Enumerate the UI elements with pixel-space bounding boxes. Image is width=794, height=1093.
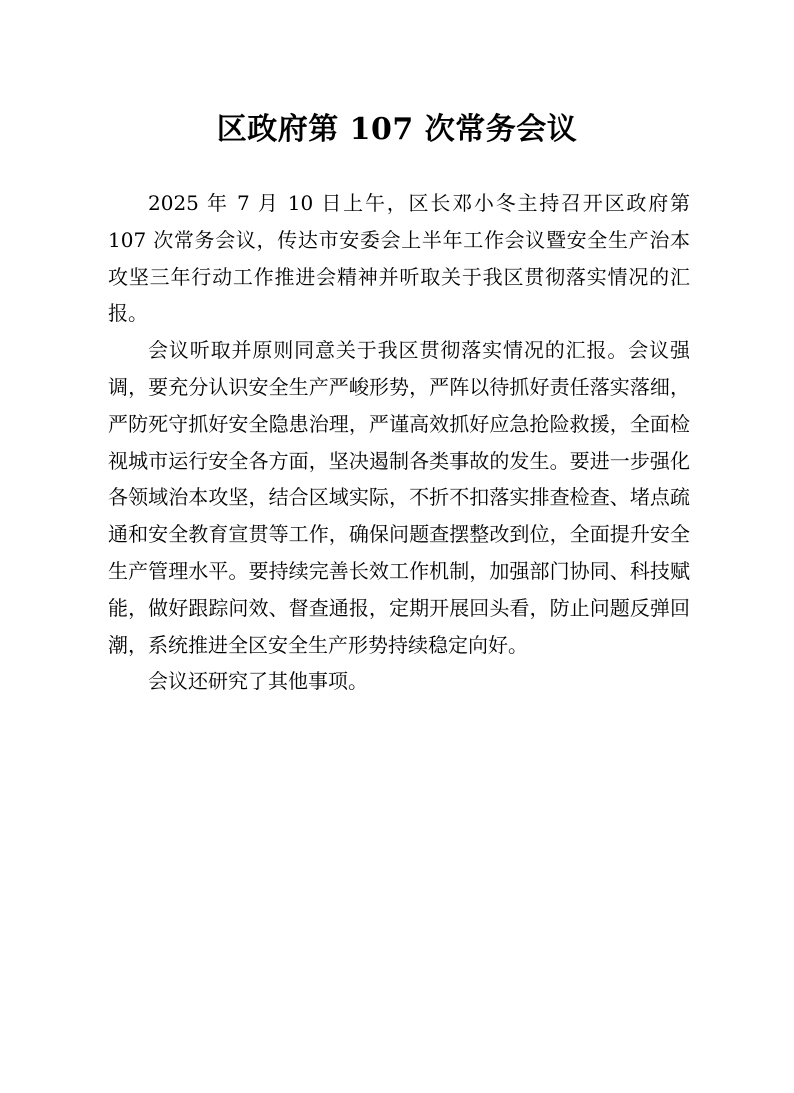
document-body [108,185,690,700]
paragraph-closing: 会议还研究了其他事项。 [148,669,368,694]
paragraph-main: 会议听取并原则同意关于我区贯彻落实情况的汇报。会议强调，要充分认识安全生产严峻形势，严阵以待抓好责任落实落细，严防死守抓好安全隐患治理，严谨高效抓好应急抢险救援，全面检视城市运行安全各方面，坚决遏制各类事故的发生。要进一步强化各领域治本攻坚，结合区域实际，不折不扣落实排查检查、堵点疏通和安全教育宣贯等工作，确保问题查摆整改到位，全面提升安全生产管理水平。要持续完善长效工作机制，加强部门协同、科技赋能，做好跟踪问效、督查通报，定期开展回头看，防止问题反弹回潮，系统推进全区安全生产形势持续稳定向好。 [108,338,690,657]
paragraph-intro: 2025 年 7 月 10 日上午，区长邓小冬主持召开区政府第 107 次常务会议，传达市安委会上半年工作会议暨安全生产治本攻坚三年行动工作推进会精神并听取关于我区贯彻落实情况的汇报。 [108,191,690,326]
document-title: 区政府第 107 次常务会议 [216,112,578,147]
